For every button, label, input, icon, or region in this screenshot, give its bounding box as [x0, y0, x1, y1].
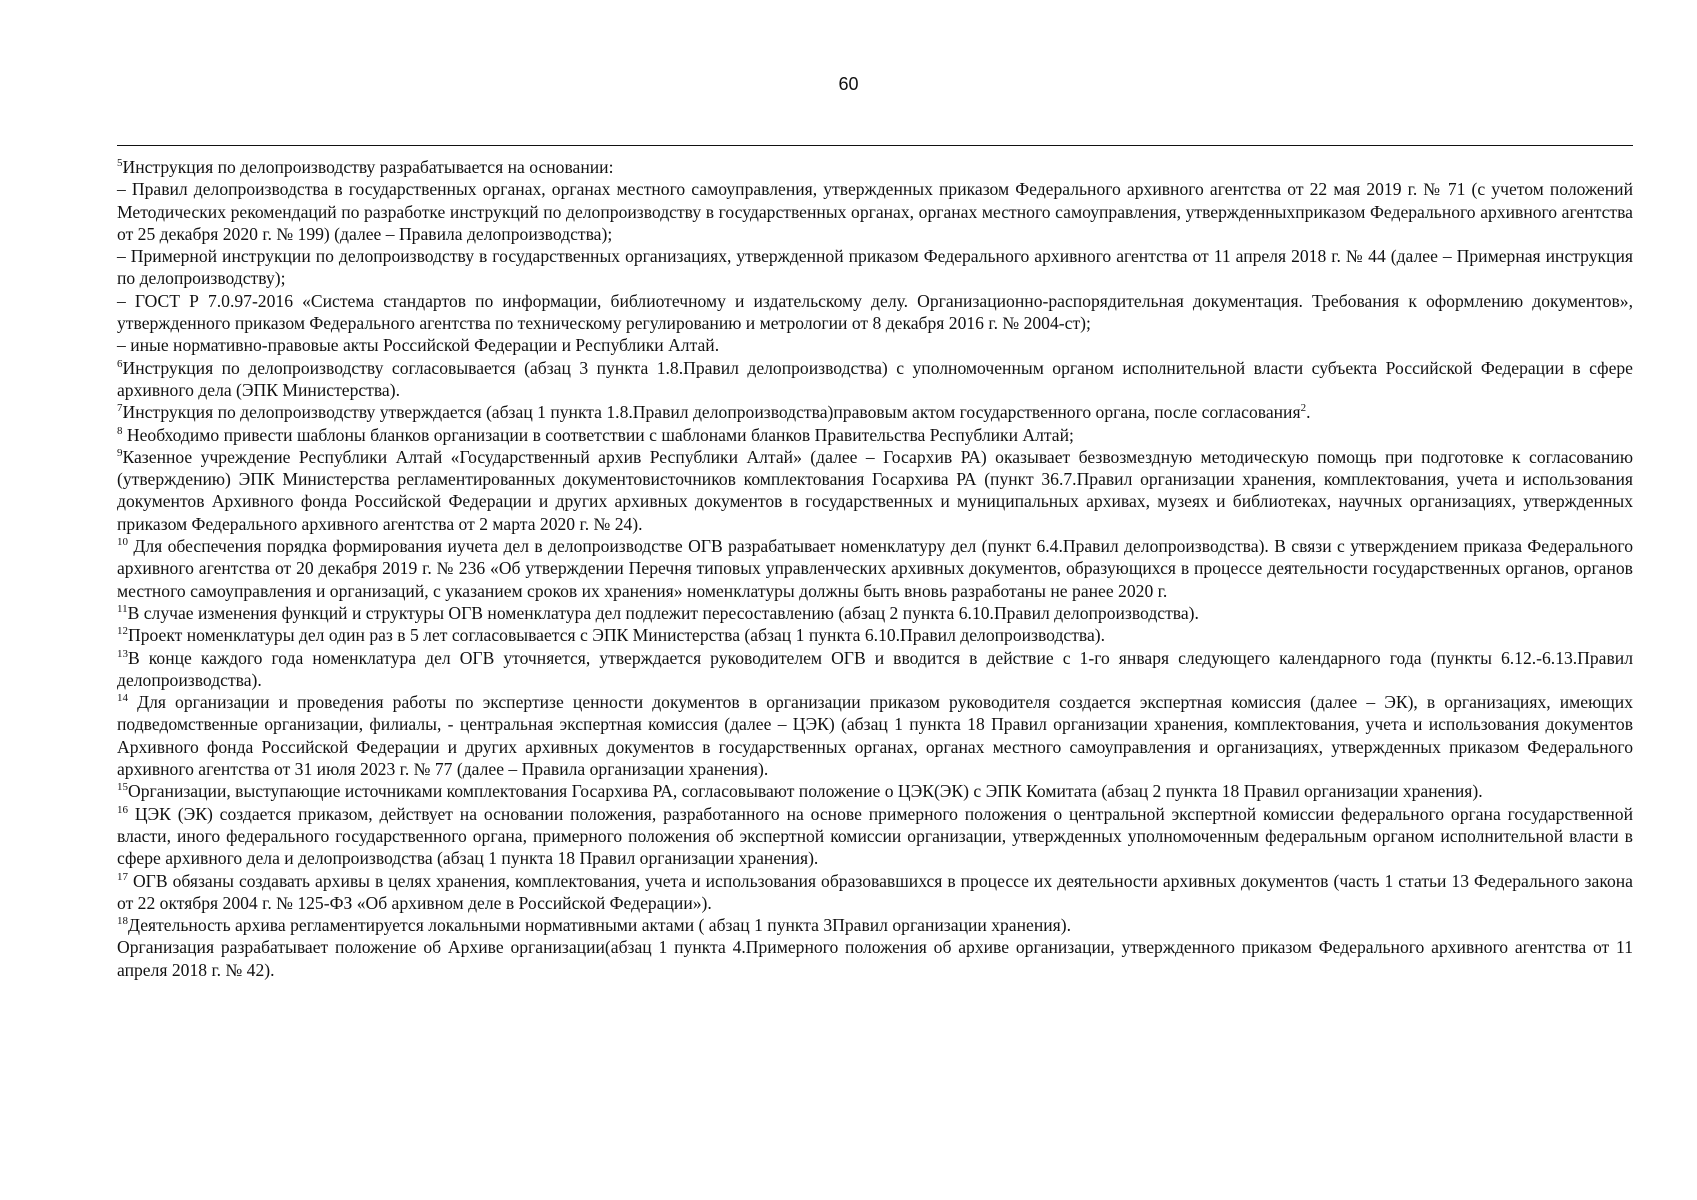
footnote-marker: 7: [117, 402, 123, 415]
footnote-text: Для обеспечения порядка формирования иучета дел в делопроизводстве ОГВ разрабатывает номенклатуру дел (пункт 6.4.Правил делопроизводства). В связи с утверждением приказа Федерального архивного агентства от 20 декабря 2019 г. № 236 «Об утверждении Перечня типовых управленческих архивных документов, образующихся в процессе деятельности государственных органов, органов местного самоуправления и организаций, с указанием сроков их хранения» номенклатуры должны быть вновь разработаны не ранее 2020 г.: [117, 536, 1633, 601]
footnote-marker: 16: [117, 803, 128, 816]
footnote-text: Для организации и проведения работы по экспертизе ценности документов в организации приказом руководителя создается экспертная комиссия (далее – ЭК), в организациях, имеющих подведомственные организации, филиалы, - центральная экспертная комиссия (далее – ЦЭК) (абзац 1 пункта 18 Правил организации хранения, комплектования, учета и использования документов Архивного фонда Российской Федерации и других архивных документов в государственных органах, органах местного самоуправления и организациях, утвержденных приказом Федерального архивного агентства от 31 июля 2023 г. № 77 (далее – Правила организации хранения).: [117, 692, 1633, 780]
closing-paragraph: [117, 936, 1633, 981]
footnote-reference: 2: [1300, 402, 1307, 415]
list-item-text: – иные нормативно-правовые акты Российской Федерации и Республики Алтай.: [117, 335, 720, 356]
footnote-18: [117, 914, 1633, 936]
footnote-marker: 18: [117, 915, 128, 928]
basis-item-other-acts: [117, 334, 1633, 356]
list-item-text: – ГОСТ Р 7.0.97-2016 «Система стандартов по информации, библиотечному и издательскому делу. Организационно-распорядительная документация. Требования к оформлению документов», утвержденного приказом Федерального агентства по техническому регулированию и метрологии от 8 декабря 2016 г. № 2004-ст);: [117, 290, 1633, 334]
footnote-trail: .: [1306, 402, 1311, 423]
footnote-text: ОГВ обязаны создавать архивы в целях хранения, комплектования, учета и использования образовавшихся в процессе их деятельности архивных документов (часть 1 статьи 13 Федерального закона от 22 октября 2004 г. № 125-ФЗ «Об архивном деле в Российской Федерации»).: [117, 870, 1633, 913]
footnote-text: Инструкция по делопроизводству разрабатывается на основании:: [122, 157, 614, 177]
footnote-text: В случае изменения функций и структуры ОГВ номенклатура дел подлежит пересоставлению (абзац 2 пункта 6.10.Правил делопроизводства).: [127, 602, 1199, 623]
footnote-text: Необходимо привести шаблоны бланков организации в соответствии с шаблонами бланков Правительства Республики Алтай;: [122, 424, 1074, 445]
footnote-marker: 13: [117, 647, 128, 660]
footnote-15: [117, 780, 1633, 802]
footnote-text: Инструкция по делопроизводству утверждается (абзац 1 пункта 1.8.Правил делопроизводства)правовым актом государственного органа, после согласования: [122, 402, 1301, 423]
footnote-6: [117, 357, 1633, 402]
list-item-text: – Правил делопроизводства в государственных органах, органах местного самоуправления, утвержденных приказом Федерального архивного агентства от 22 мая 2019 г. № 71 (с учетом положений Методических рекомендаций по разработке инструкций по делопроизводству в государственных органах, органах местного самоуправления, утвержденныхприказом Федерального архивного агентства от 25 декабря 2020 г. № 199) (далее – Правила делопроизводства);: [117, 179, 1633, 244]
footnote-text: ЦЭК (ЭК) создается приказом, действует на основании положения, разработанного на основе примерного положения о центральной экспертной комиссии федерального органа государственной власти, иного федерального государственного органа, примерного положения об экспертной комиссии организации, утвержденных уполномоченным федеральным органом исполнительной власти в сфере архивного дела и делопроизводства (абзац 1 пункта 18 Правил организации хранения).: [117, 803, 1633, 869]
footnote-9: [117, 446, 1633, 535]
basis-item-model-instruction: [117, 245, 1633, 290]
footnote-17: [117, 870, 1633, 915]
footnote-marker: 15: [117, 781, 128, 794]
footnote-14: [117, 691, 1633, 780]
basis-item-gost: [117, 290, 1633, 335]
basis-item-rules: [117, 178, 1633, 245]
paragraph-text: Организация разрабатывает положение об Архиве организации(абзац 1 пункта 4.Примерного положения об архиве организации, утвержденного приказом Федерального архивного агентства от 11 апреля 2018 г. № 42).: [117, 937, 1633, 980]
footnote-12: [117, 624, 1633, 646]
page-number: 60: [838, 74, 859, 94]
footnote-text: Казенное учреждение Республики Алтай «Государственный архив Республики Алтай» (далее – Госархив РА) оказывает безвозмездную методическую помощь при подготовке к согласованию (утверждению) ЭПК Министерства регламентированных документовисточников комплектования Госархива РА (пункт 36.7.Правил организации хранения, комплектования, учета и использования документов Архивного фонда Российской Федерации и других архивных документов в государственных и муниципальных архивах, музеях и библиотеках, научных организациях, утвержденных приказом Федерального архивного агентства от 2 марта 2020 г. № 24).: [117, 446, 1633, 534]
list-item-text: – Примерной инструкции по делопроизводству в государственных организациях, утвержденной приказом Федерального архивного агентства от 11 апреля 2018 г. № 44 (далее – Примерная инструкция по делопроизводству);: [117, 246, 1633, 289]
footnotes-section: [117, 156, 1633, 981]
footnote-marker: 8: [117, 424, 123, 437]
footnote-7: [117, 401, 1633, 423]
footnote-16: [117, 803, 1633, 870]
footnote-marker: 14: [117, 692, 128, 705]
footnote-separator: [117, 145, 1633, 146]
footnote-marker: 9: [117, 447, 123, 459]
footnote-10: [117, 535, 1633, 602]
footnote-marker: 6: [117, 357, 123, 370]
footnote-text: Организации, выступающие источниками комплектования Госархива РА, согласовывают положение о ЦЭК(ЭК) с ЭПК Комитата (абзац 2 пункта 18 Правил организации хранения).: [128, 781, 1483, 802]
footnote-text: Инструкция по делопроизводству согласовывается (абзац 3 пункта 1.8.Правил делопроизводства) с уполномоченным органом исполнительной власти субъекта Российской Федерации в сфере архивного дела (ЭПК Министерства).: [117, 357, 1633, 400]
footnote-5: [117, 156, 1633, 178]
footnote-marker: 17: [117, 870, 128, 883]
footnote-11: [117, 602, 1633, 624]
footnote-marker: 10: [117, 536, 128, 549]
footnote-text: Проект номенклатуры дел один раз в 5 лет согласовывается с ЭПК Министерства (абзац 1 пункта 6.10.Правил делопроизводства).: [128, 625, 1106, 646]
footnote-8: [117, 424, 1633, 446]
footnote-text: Деятельность архива регламентируется локальными нормативными актами ( абзац 1 пункта 3Правил организации хранения).: [128, 915, 1072, 936]
footnote-marker: 12: [117, 625, 128, 638]
footnote-marker: 11: [117, 603, 128, 616]
footnote-13: [117, 647, 1633, 692]
footnote-text: В конце каждого года номенклатура дел ОГВ уточняется, утверждается руководителем ОГВ и вводится в действие с 1-го января следующего календарного года (пункты 6.12.-6.13.Правил делопроизводства).: [117, 647, 1633, 690]
footnote-marker: 5: [117, 157, 123, 170]
